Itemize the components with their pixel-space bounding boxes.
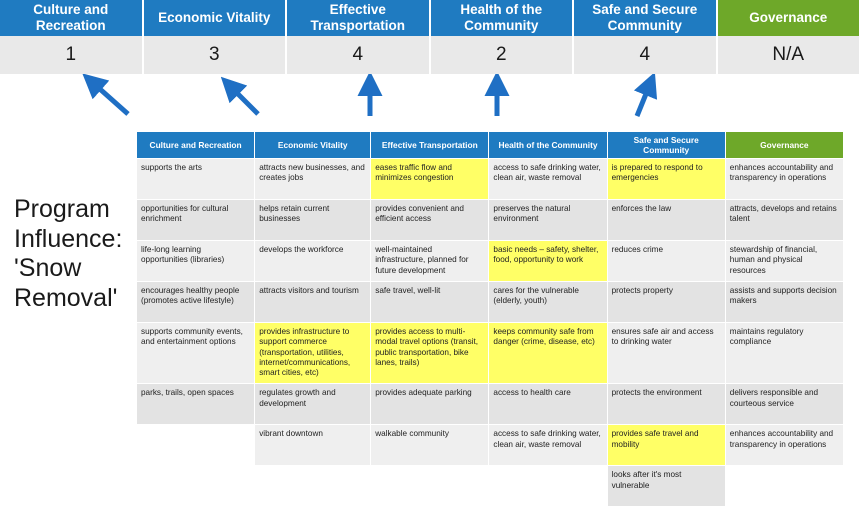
matrix-cell: stewardship of financial, human and physical resources <box>725 241 843 282</box>
matrix-row <box>137 200 844 241</box>
matrix-cell <box>137 425 255 466</box>
matrix-cell: safe travel, well-lit <box>371 282 489 323</box>
matrix-cell: parks, trails, open spaces <box>137 384 255 425</box>
arrow-icon-1 <box>92 82 128 114</box>
matrix-row <box>137 241 844 282</box>
matrix-cell: cares for the vulnerable (elderly, youth) <box>489 282 607 323</box>
matrix-cell: access to safe drinking water, clean air, waste removal <box>489 425 607 466</box>
matrix-cell: vibrant downtown <box>255 425 371 466</box>
matrix-cell: keeps community safe from danger (crime, disease, etc) <box>489 323 607 384</box>
pillar-attribute-matrix <box>136 131 844 507</box>
matrix-col-safe-and-secure-community: Safe and Secure Community <box>607 132 725 159</box>
matrix-cell: encourages healthy people (promotes active lifestyle) <box>137 282 255 323</box>
pillar-header-band <box>0 0 859 36</box>
matrix-row <box>137 425 844 466</box>
matrix-cell <box>371 466 489 507</box>
matrix-cell: protects property <box>607 282 725 323</box>
matrix-cell: delivers responsible and courteous service <box>725 384 843 425</box>
matrix-cell <box>725 466 843 507</box>
matrix-cell: attracts, develops and retains talent <box>725 200 843 241</box>
matrix-cell: helps retain current businesses <box>255 200 371 241</box>
matrix-cell: access to safe drinking water, clean air, waste removal <box>489 159 607 200</box>
matrix-cell: provides safe travel and mobility <box>607 425 725 466</box>
matrix-cell: provides infrastructure to support commerce (transportation, utilities, internet/communications, smart cities, etc) <box>255 323 371 384</box>
pillar-header-health-of-the-community: Health of the Community <box>431 0 575 36</box>
score-governance: N/A <box>718 36 859 74</box>
pillar-header-safe-and-secure-community: Safe and Secure Community <box>574 0 718 36</box>
matrix-cell: walkable community <box>371 425 489 466</box>
matrix-cell: enforces the law <box>607 200 725 241</box>
score-effective-transportation: 4 <box>287 36 431 74</box>
matrix-cell: develops the workforce <box>255 241 371 282</box>
arrow-group <box>0 74 859 134</box>
matrix-cell: provides convenient and efficient access <box>371 200 489 241</box>
matrix-cell: assists and supports decision makers <box>725 282 843 323</box>
matrix-cell: provides adequate parking <box>371 384 489 425</box>
matrix-row <box>137 323 844 384</box>
score-health-of-the-community: 2 <box>431 36 575 74</box>
matrix-cell: attracts visitors and tourism <box>255 282 371 323</box>
pillar-header-governance: Governance <box>718 0 859 36</box>
matrix-cell <box>137 466 255 507</box>
matrix-col-economic-vitality: Economic Vitality <box>255 132 371 159</box>
score-safe-and-secure-community: 4 <box>574 36 718 74</box>
matrix-body <box>137 159 844 507</box>
program-influence-caption: Program Influence: 'Snow Removal' <box>14 195 134 313</box>
arrow-icon-2 <box>230 86 258 114</box>
matrix-row <box>137 282 844 323</box>
matrix-cell: looks after it's most vulnerable <box>607 466 725 507</box>
matrix-cell: opportunities for cultural enrichment <box>137 200 255 241</box>
matrix-cell: eases traffic flow and minimizes congestion <box>371 159 489 200</box>
matrix-cell: regulates growth and development <box>255 384 371 425</box>
matrix-cell: enhances accountability and transparency in operations <box>725 425 843 466</box>
matrix-row <box>137 384 844 425</box>
matrix-row <box>137 159 844 200</box>
matrix-cell: life-long learning opportunities (libraries) <box>137 241 255 282</box>
matrix-col-culture-and-recreation: Culture and Recreation <box>137 132 255 159</box>
score-culture-and-recreation: 1 <box>0 36 144 74</box>
matrix-cell: ensures safe air and access to drinking water <box>607 323 725 384</box>
pillar-header-effective-transportation: Effective Transportation <box>287 0 431 36</box>
score-economic-vitality: 3 <box>144 36 288 74</box>
matrix-cell: preserves the natural environment <box>489 200 607 241</box>
matrix-cell: well-maintained infrastructure, planned for future development <box>371 241 489 282</box>
matrix-cell: is prepared to respond to emergencies <box>607 159 725 200</box>
matrix-cell: enhances accountability and transparency in operations <box>725 159 843 200</box>
pillar-header-culture-and-recreation: Culture and Recreation <box>0 0 144 36</box>
matrix-cell: reduces crime <box>607 241 725 282</box>
matrix-cell: basic needs – safety, shelter, food, opportunity to work <box>489 241 607 282</box>
matrix-cell: attracts new businesses, and creates jobs <box>255 159 371 200</box>
arrow-icon-5 <box>637 84 650 116</box>
matrix-cell: provides access to multi-modal travel options (transit, public transportation, bike lanes, trails) <box>371 323 489 384</box>
matrix-col-health-of-the-community: Health of the Community <box>489 132 607 159</box>
matrix-cell: access to health care <box>489 384 607 425</box>
matrix-cell: supports the arts <box>137 159 255 200</box>
matrix-header-row <box>137 132 844 159</box>
pillar-header-economic-vitality: Economic Vitality <box>144 0 288 36</box>
matrix-cell: maintains regulatory compliance <box>725 323 843 384</box>
matrix-cell <box>255 466 371 507</box>
matrix-col-effective-transportation: Effective Transportation <box>371 132 489 159</box>
matrix-col-governance: Governance <box>725 132 843 159</box>
matrix-row <box>137 466 844 507</box>
score-band <box>0 36 859 74</box>
matrix-cell: supports community events, and entertainment options <box>137 323 255 384</box>
matrix-cell <box>489 466 607 507</box>
matrix-cell: protects the environment <box>607 384 725 425</box>
